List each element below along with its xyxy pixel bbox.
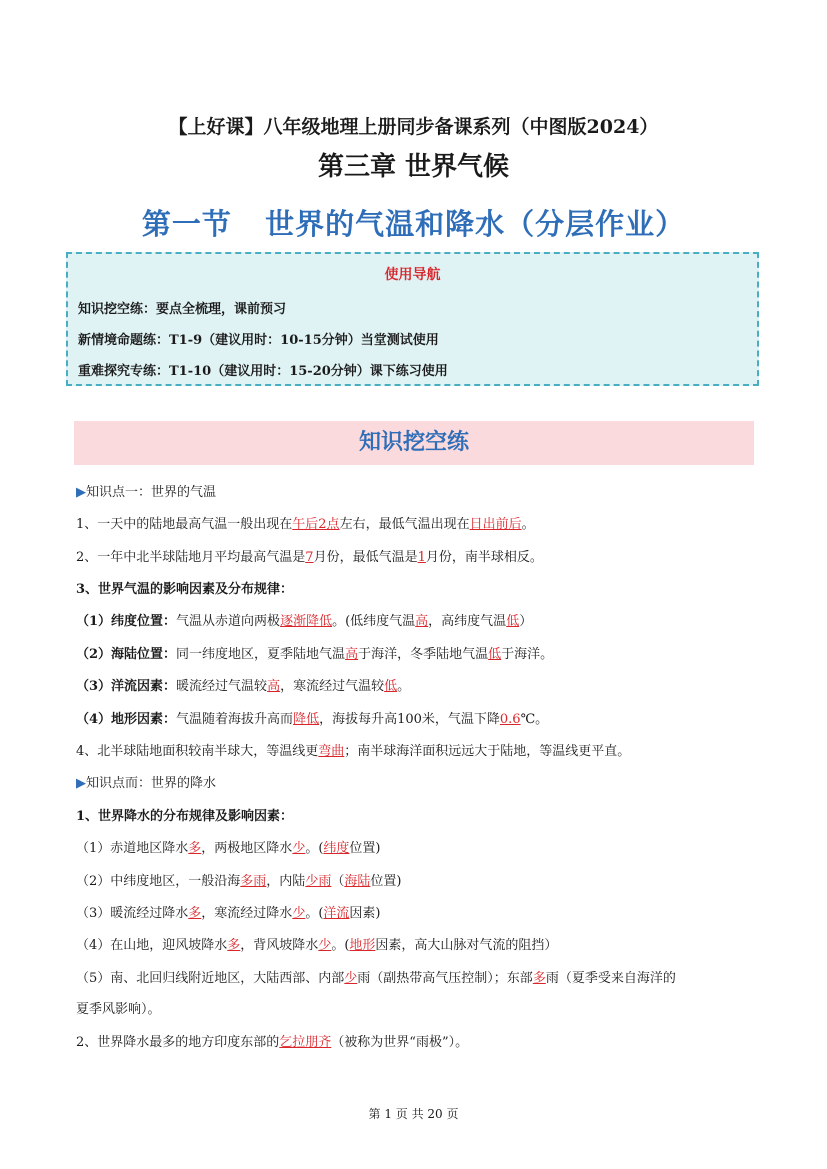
content-line: （1）纬度位置：气温从赤道向两极逐渐降低。(低纬度气温高，高纬度气温低） (76, 614, 533, 629)
answer: 少 (318, 938, 332, 953)
answer: 多 (188, 906, 202, 921)
answer: 海陆 (344, 874, 371, 889)
content-line: （3）洋流因素：暖流经过气温较高，寒流经过气温较低。 (76, 679, 411, 694)
answer: 午后2点 (292, 517, 340, 532)
answer: 高 (345, 647, 359, 662)
triangle-marker-icon: ▶ (76, 485, 86, 500)
answer: 日出前后 (469, 517, 522, 532)
usage-navigation-box (66, 252, 759, 386)
answer: 多 (532, 971, 546, 986)
content-line: 4、北半球陆地面积较南半球大，等温线更弯曲；南半球海洋面积远远大于陆地，等温线更平直。 (76, 744, 631, 759)
answer: 降低 (293, 712, 320, 727)
answer: 多 (188, 841, 202, 856)
answer: 多 (227, 938, 241, 953)
chapter-title: 第三章 世界气候 (317, 152, 510, 182)
nav-line-3: 重难探究专练：T1-10（建议用时：15-20分钟）课下练习使用 (78, 364, 448, 379)
answer: 地形 (349, 938, 376, 953)
content-heading: 1、世界降水的分布规律及影响因素： (76, 809, 294, 824)
answer: 少 (344, 971, 358, 986)
answer: 高 (267, 679, 281, 694)
section-banner: 知识挖空练 (74, 421, 754, 465)
answer: 0.6 (499, 712, 521, 727)
answer: 7 (305, 550, 314, 565)
content-line: 2、世界降水最多的地方印度东部的乞拉朋齐（被称为世界“雨极”）。 (76, 1035, 469, 1050)
answer: 洋流 (323, 906, 350, 921)
content-line: 夏季风影响）。 (76, 1002, 161, 1017)
content-line: （4）在山地，迎风坡降水多，背风坡降水少。(地形因素，高大山脉对气流的阻挡） (76, 938, 558, 953)
nav-line-2: 新情境命题练：T1-9（建议用时：10-15分钟）当堂测试使用 (78, 333, 439, 348)
content-line: （2）中纬度地区，一般沿海多雨，内陆少雨（海陆位置) (76, 874, 402, 889)
answer: 纬度 (323, 841, 350, 856)
knowledge-point-1-heading: ▶知识点一：世界的气温 (76, 485, 217, 500)
answer: 1 (417, 550, 426, 565)
content-line: （5）南、北回归线附近地区，大陆西部、内部少雨（副热带高气压控制）；东部多雨（夏季受来自海洋的 (76, 971, 676, 986)
answer: 低 (384, 679, 398, 694)
answer: 逐渐降低 (280, 614, 333, 629)
triangle-marker-icon: ▶ (76, 776, 86, 791)
answer: 少 (292, 841, 306, 856)
content-line: （1）赤道地区降水多，两极地区降水少。(纬度位置) (76, 841, 381, 856)
content-line: （4）地形因素：气温随着海拔升高而降低，海拔每升高100米，气温下降0.6℃。 (76, 712, 549, 727)
nav-line-1: 知识挖空练：要点全梳理，课前预习 (78, 302, 287, 317)
content-line: 2、一年中北半球陆地月平均最高气温是7月份，最低气温是1月份，南半球相反。 (76, 550, 543, 565)
content-line: （2）海陆位置：同一纬度地区，夏季陆地气温高于海洋，冬季陆地气温低于海洋。 (76, 647, 554, 662)
answer: 弯曲 (318, 744, 345, 759)
series-title: 【上好课】八年级地理上册同步备课系列（中图版2024） (168, 116, 659, 138)
answer: 少雨 (305, 874, 332, 889)
section-title: 第一节 世界的气温和降水（分层作业） (141, 207, 686, 241)
nav-title: 使用导航 (384, 267, 441, 283)
answer: 多雨 (240, 874, 267, 889)
content-heading: 3、世界气温的影响因素及分布规律： (76, 582, 294, 597)
answer: 乞拉朋齐 (279, 1035, 332, 1050)
content-line: 1、一天中的陆地最高气温一般出现在午后2点左右，最低气温出现在日出前后。 (76, 517, 535, 532)
content-line: （3）暖流经过降水多，寒流经过降水少。(洋流因素) (76, 906, 381, 921)
page-footer: 第 1 页 共 20 页 (368, 1107, 459, 1121)
answer: 低 (488, 647, 502, 662)
answer: 高 (415, 614, 429, 629)
knowledge-point-2-heading: ▶知识点而：世界的降水 (76, 776, 217, 791)
answer: 少 (292, 906, 306, 921)
answer: 低 (506, 614, 520, 629)
